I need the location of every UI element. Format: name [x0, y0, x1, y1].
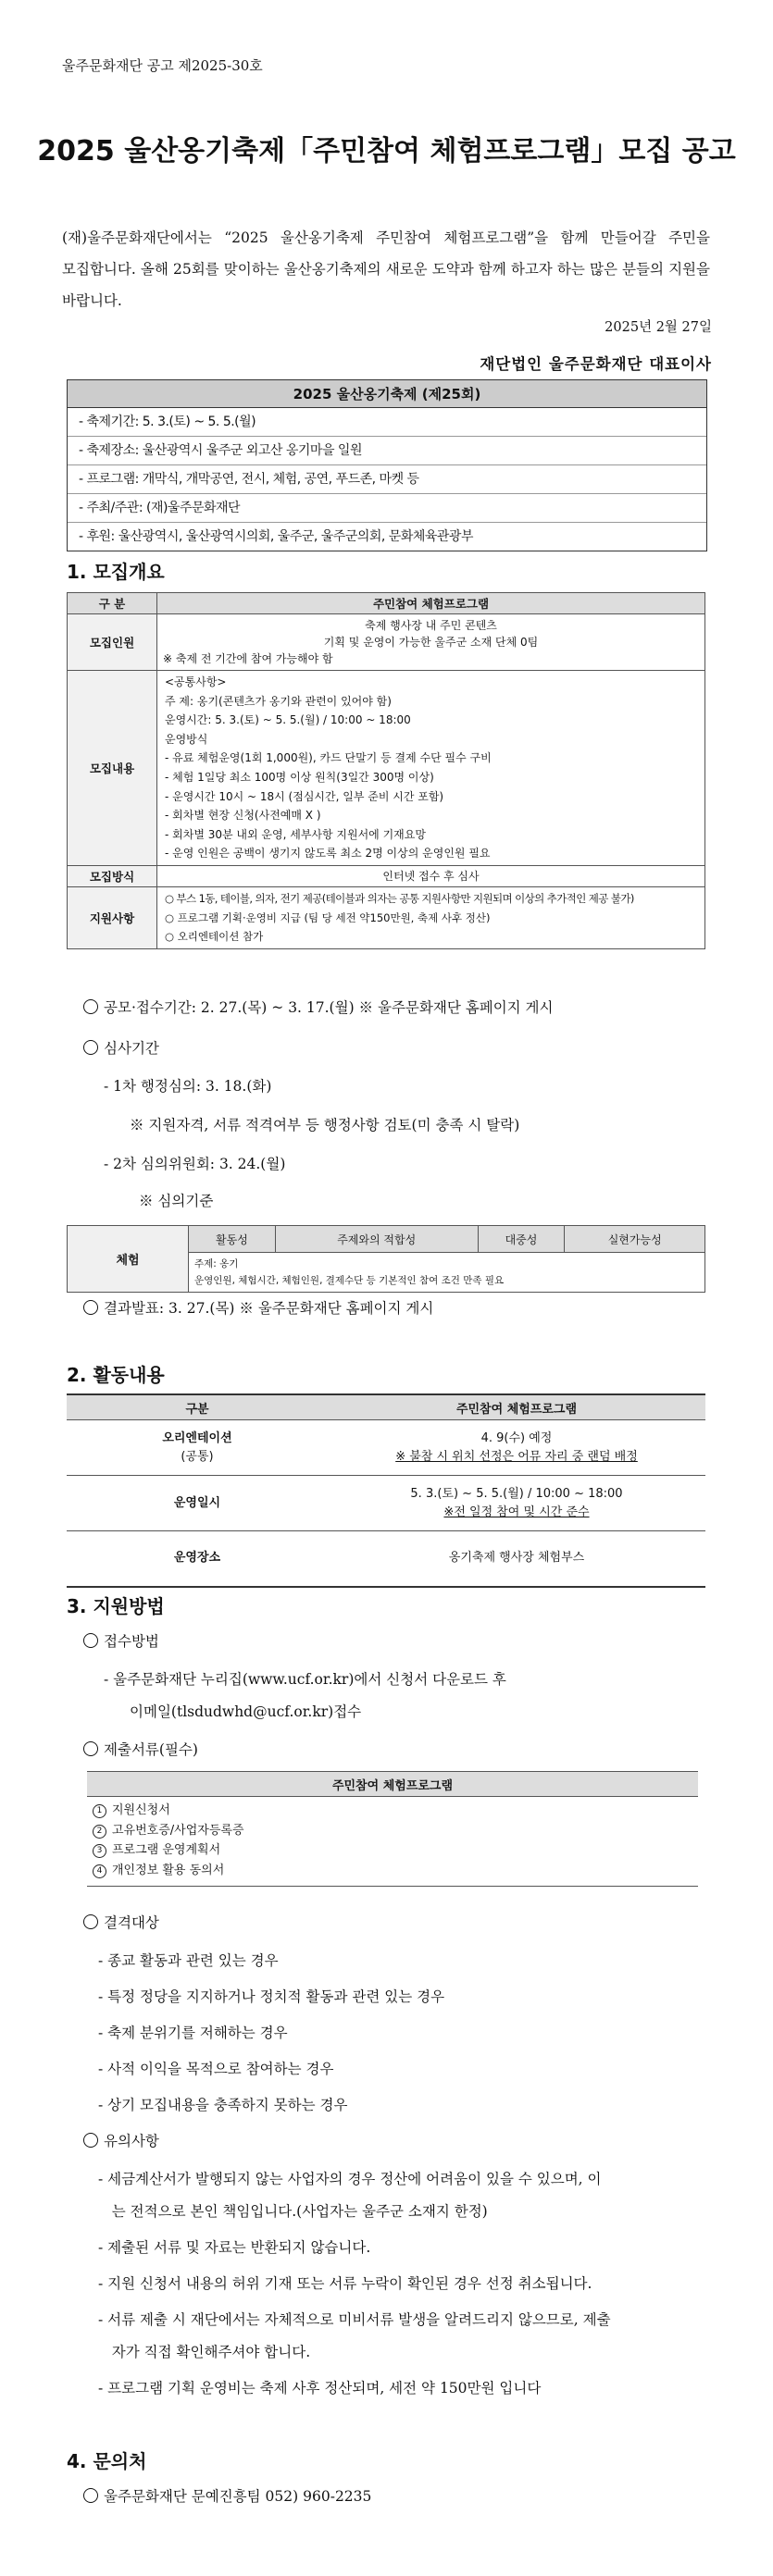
cell-line: 주 제: 옹기(콘텐츠가 옹기와 관련이 있어야 함) [165, 694, 392, 708]
list-item-text: 지원신청서 [112, 1803, 170, 1817]
list-item [93, 1801, 692, 1821]
table-cell [157, 671, 705, 866]
circle-bullet-icon [83, 1741, 98, 1756]
cell-line: 5. 3.(토) ~ 5. 5.(월) / 10:00 ~ 18:00 [410, 1486, 623, 1501]
table-cell [328, 1476, 705, 1531]
list-item-text: 고유번호증/사업자등록증 [112, 1823, 244, 1838]
section-title-apply: 3. 지원방법 [67, 1595, 165, 1617]
disq-text: 결격대상 [104, 1914, 159, 1931]
cell-line: 축제 행사장 내 주민 콘텐츠 [365, 619, 497, 632]
result-line [83, 1297, 433, 1318]
cell-line: ○ 프로그램 기획·운영비 지급 (팀 당 세전 약150만원, 축제 사후 정산) [165, 910, 491, 924]
section-title-recruitment: 1. 모집개요 [67, 561, 165, 583]
how1-line: - 울주문화재단 누리집(www.ucf.or.kr)에서 신청서 다운로드 후 [104, 1671, 506, 1688]
docs-line [83, 1739, 198, 1759]
how2-line: 이메일(tlsdudwhd@ucf.or.kr)접수 [130, 1703, 362, 1720]
row-label: 운영일시 [67, 1476, 328, 1531]
circle-bullet-icon [83, 1633, 98, 1648]
list-item-text: 프로그램 운영계획서 [112, 1843, 221, 1857]
cell-line: - 운영시간 10시 ~ 18시 (점심시간, 일부 준비 시간 포함) [165, 789, 444, 803]
table-cell: 옹기축제 행사장 체험부스 [328, 1531, 705, 1587]
number-badge: 2 [93, 1825, 106, 1839]
notes-item: - 제출된 서류 및 자료는 반환되지 않습니다. [98, 2239, 371, 2256]
criteria-head: 대중성 [478, 1226, 565, 1253]
festival-info-header: 2025 울산옹기축제 (제25회) [68, 380, 706, 408]
review1-line: - 1차 행정심의: 3. 18.(화) [104, 1078, 272, 1095]
criteria-table [67, 1225, 705, 1293]
criteria-label: 체험 [68, 1226, 189, 1293]
intro-paragraph: (재)울주문화재단에서는 “2025 울산옹기축제 주민참여 체험프로그램”을 함께 만들어갈 주민을 모집합니다. 올해 25회를 맞이하는 울산옹기축제의 새로운 도약과 함께 하고자 하는 많은 분들의 지원을 바랍니다. [62, 229, 710, 309]
cell-line: ○ 부스 1동, 테이블, 의자, 전기 제공(테이블과 의자는 공통 지원사항만 지원되며 이상의 추가적인 제공 불가) [165, 891, 634, 905]
notes-item: 자가 직접 확인해주셔야 합니다. [98, 2344, 311, 2360]
disq-item: - 축제 분위기를 저해하는 경우 [98, 2025, 288, 2041]
how-line [83, 1630, 159, 1651]
festival-info-row: - 축제장소: 울산광역시 울주군 외고산 옹기마을 일원 [68, 437, 706, 465]
table-header: 주민참여 체험프로그램 [87, 1772, 698, 1797]
festival-info-row: - 프로그램: 개막식, 개막공연, 전시, 체험, 공연, 푸드존, 마켓 등 [68, 465, 706, 494]
notes-text: 유의사항 [104, 2133, 159, 2149]
documents-table [87, 1771, 698, 1887]
cell-line: 기획 및 운영이 가능한 울주군 소재 단체 0팀 [323, 636, 539, 649]
documents-list [87, 1797, 698, 1887]
section-title-contact: 4. 문의처 [67, 2450, 147, 2472]
row-label-line: 오리엔테이션 [162, 1430, 232, 1445]
review2-note: ※ 심의기준 [139, 1193, 214, 1209]
criteria-desc-line: 주제: 옹기 [194, 1258, 239, 1269]
circle-bullet-icon [83, 1914, 98, 1929]
row-label: 모집인원 [68, 614, 157, 671]
review2-line: - 2차 심의위원회: 3. 24.(월) [104, 1156, 286, 1172]
cell-line: - 회차별 30분 내외 운영, 세부사항 지원서에 기재요망 [165, 827, 426, 841]
circle-bullet-icon [83, 2133, 98, 2148]
number-badge: 1 [93, 1804, 106, 1818]
table-cell [328, 1420, 705, 1476]
table-cell: 인터넷 접수 후 심사 [157, 865, 705, 886]
review-text: 심사기간 [104, 1040, 159, 1057]
cell-line: - 회차별 현장 신청(사전예매 X ) [165, 809, 321, 823]
disq-item: - 사적 이익을 목적으로 참여하는 경우 [98, 2061, 334, 2077]
notes-item: 는 전적으로 본인 책임입니다.(사업자는 울주군 소재지 한정) [98, 2203, 488, 2220]
review1-note: ※ 지원자격, 서류 적격여부 등 행정사항 검토(미 충족 시 탈락) [130, 1117, 520, 1133]
cell-line: - 체험 1일당 최소 100명 이상 원칙(3일간 300명 이상) [165, 770, 434, 784]
festival-info-box [67, 379, 707, 551]
docs-text: 제출서류(필수) [104, 1741, 198, 1758]
how-text: 접수방법 [104, 1633, 159, 1650]
circle-bullet-icon [83, 999, 98, 1014]
criteria-desc-line: 운영인원, 체험시간, 체험인원, 결제수단 등 기본적인 참여 조건 만족 필요 [194, 1275, 505, 1286]
contact-line [83, 2485, 371, 2506]
row-label: 지원사항 [68, 886, 157, 948]
recruitment-table [67, 592, 705, 949]
table-header: 주민참여 체험프로그램 [328, 1394, 705, 1420]
criteria-desc [189, 1253, 705, 1293]
cell-line: - 운영 인원은 공백이 생기지 않도록 최소 2명 이상의 운영인원 필요 [165, 847, 491, 861]
circle-bullet-icon [83, 1040, 98, 1055]
result-text: 결과발표: 3. 27.(목) ※ 울주문화재단 홈페이지 게시 [104, 1300, 434, 1317]
table-cell [157, 614, 705, 671]
cell-line: ※전 일정 참여 및 시간 준수 [443, 1505, 590, 1519]
list-item [93, 1840, 692, 1861]
notice-date: 2025년 2월 27일 [605, 320, 712, 335]
circle-bullet-icon [83, 2488, 98, 2503]
festival-info-row: - 후원: 울산광역시, 울산광역시의회, 울주군, 울주군의회, 문화체육관광부 [79, 529, 473, 544]
criteria-head: 주제와의 적합성 [275, 1226, 478, 1253]
notes-line [83, 2130, 159, 2150]
cell-line: - 유료 체험운영(1회 1,000원), 카드 단말기 등 결제 수단 필수 구비 [165, 751, 492, 765]
row-label: 모집내용 [68, 671, 157, 866]
notes-item: - 세금계산서가 발행되지 않는 사업자의 경우 정산에 어려움이 있을 수 있으며, 이 [98, 2171, 602, 2187]
cell-line: 운영방식 [165, 732, 208, 746]
cell-line: ※ 불참 시 위치 선정은 어뮤 자리 중 랜덤 배정 [395, 1449, 638, 1464]
disq-item: - 상기 모집내용을 충족하지 못하는 경우 [98, 2097, 348, 2113]
table-header: 구 분 [68, 593, 157, 614]
festival-info-row: - 축제기간: 5. 3.(토) ~ 5. 5.(월) [68, 408, 706, 437]
review-line [83, 1037, 159, 1058]
cell-line: ○ 오리엔테이션 참가 [165, 930, 264, 944]
issuer: 재단법인 울주문화재단 대표이사 [480, 355, 712, 373]
section-title-activities: 2. 활동내용 [67, 1364, 165, 1386]
table-header: 구분 [67, 1394, 328, 1420]
contact-text: 울주문화재단 문예진흥팀 052) 960-2235 [104, 2488, 372, 2505]
period-line [83, 997, 554, 1017]
cell-line: <공통사항> [165, 675, 227, 688]
notice-number: 울주문화재단 공고 제2025-30호 [62, 57, 263, 74]
row-label: 모집방식 [68, 865, 157, 886]
table-header: 주민참여 체험프로그램 [157, 593, 705, 614]
page-title: 2025 울산옹기축제「주민참여 체험프로그램」모집 공고 [37, 135, 736, 167]
number-badge: 3 [93, 1844, 106, 1858]
festival-info-row: - 주최/주관: (재)울주문화재단 [68, 494, 706, 523]
notes-item: - 서류 제출 시 재단에서는 자체적으로 미비서류 발생을 알려드리지 않으므로, 제출 [98, 2311, 611, 2328]
disq-item: - 특정 정당을 지지하거나 정치적 활동과 관련 있는 경우 [98, 1988, 445, 2005]
period-text: 공모·접수기간: 2. 27.(목) ~ 3. 17.(월) ※ 울주문화재단 홈페이지 게시 [104, 999, 554, 1016]
number-badge: 4 [93, 1864, 106, 1878]
notes-item: - 프로그램 기획 운영비는 축제 사후 정산되며, 세전 약 150만원 입니다 [98, 2380, 542, 2396]
criteria-head: 활동성 [189, 1226, 276, 1253]
table-cell [157, 886, 705, 948]
criteria-head: 실현가능성 [565, 1226, 705, 1253]
row-label: 운영장소 [67, 1531, 328, 1587]
list-item [93, 1821, 692, 1841]
cell-line: ※ 축제 전 기간에 참여 가능해야 함 [163, 652, 333, 665]
cell-line: 4. 9(수) 예정 [480, 1430, 553, 1445]
activities-table [67, 1393, 705, 1588]
list-item [93, 1861, 692, 1881]
notes-item: - 지원 신청서 내용의 허위 기재 또는 서류 누락이 확인된 경우 선정 취소됩니다. [98, 2275, 592, 2292]
circle-bullet-icon [83, 1300, 98, 1315]
disq-line [83, 1912, 159, 1932]
row-label [67, 1420, 328, 1476]
row-label-line: (공통) [181, 1449, 214, 1464]
list-item-text: 개인정보 활용 동의서 [112, 1863, 225, 1877]
disq-item: - 종교 활동과 관련 있는 경우 [98, 1952, 279, 1969]
cell-line: 운영시간: 5. 3.(토) ~ 5. 5.(월) / 10:00 ~ 18:00 [165, 713, 411, 727]
